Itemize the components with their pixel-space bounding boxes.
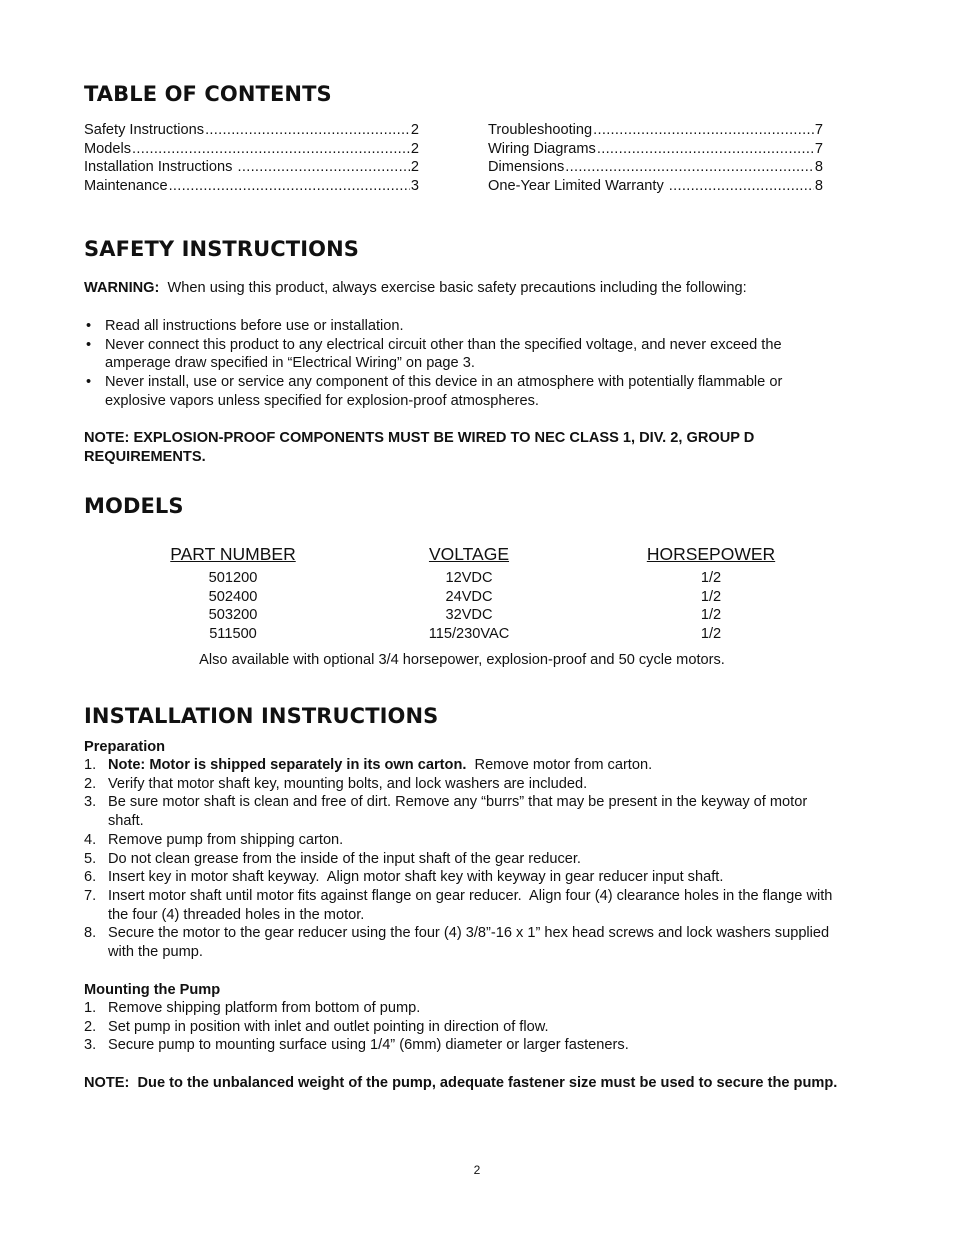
table-cell: 1/2 bbox=[700, 607, 722, 624]
table-cell: 502400 bbox=[208, 588, 258, 605]
toc-entry-page: 2 bbox=[410, 140, 419, 157]
toc-entry-page: 8 bbox=[814, 178, 823, 195]
toc-entry-label: Troubleshooting bbox=[488, 122, 593, 138]
page-number: 2 bbox=[473, 1163, 481, 1177]
list-item: • Never install, use or service any component of this device in an atmosphere with potentially flammable or explosive vapors unless specified for explosion-proof atmospheres. bbox=[86, 374, 783, 409]
toc-entry-label: Wiring Diagrams bbox=[488, 140, 596, 157]
list-item: 3. Secure pump to mounting surface using 1/4” (6mm) diameter or larger fasteners. bbox=[84, 1037, 629, 1054]
toc-left-column bbox=[84, 121, 419, 196]
safety-note: NOTE: EXPLOSION-PROOF COMPONENTS MUST BE WIRED TO NEC CLASS 1, DIV. 2, GROUP D REQUIREMENTS. bbox=[84, 430, 755, 465]
toc-entry-page: 8 bbox=[814, 159, 823, 176]
toc-entry[interactable] bbox=[84, 177, 419, 196]
warning-text: When using this product, always exercise basic safety precautions including the following: bbox=[159, 280, 747, 296]
bullet-icon: • bbox=[86, 374, 92, 391]
list-item: • Never connect this product to any electrical circuit other than the specified voltage, and never exceed the amperage draw specified in “Electrical Wiring” on page 3. bbox=[86, 336, 782, 372]
toc-entry-page: 2 bbox=[410, 159, 419, 176]
preparation-heading: Preparation bbox=[84, 739, 166, 755]
table-cell: 32VDC bbox=[445, 607, 493, 624]
toc-leader-dots bbox=[593, 121, 814, 140]
list-item: 7. Insert motor shaft until motor fits against flange on gear reducer. Align four (4) clearance holes in the flange with the four (4) threaded holes in the motor. bbox=[84, 887, 837, 923]
toc-entry-page: 2 bbox=[410, 122, 419, 138]
toc-entry[interactable] bbox=[488, 121, 823, 140]
toc-entry[interactable] bbox=[488, 158, 823, 177]
bullet-icon: • bbox=[86, 336, 92, 353]
safety-warning bbox=[84, 279, 844, 298]
toc-leader-dots bbox=[205, 121, 410, 140]
toc-entry-label: Safety Instructions bbox=[84, 122, 205, 138]
toc-entry-label: Installation Instructions bbox=[84, 159, 237, 176]
bullet-icon: • bbox=[86, 318, 92, 334]
toc-entry-page: 7 bbox=[814, 122, 823, 138]
horsepower-column bbox=[632, 543, 790, 644]
table-cell: 503200 bbox=[208, 607, 258, 624]
preparation-steps bbox=[84, 756, 844, 962]
table-cell: 24VDC bbox=[445, 588, 493, 605]
toc-entry-label: Dimensions bbox=[488, 159, 565, 176]
list-item: 2. Set pump in position with inlet and outlet pointing in direction of flow. bbox=[84, 1018, 549, 1035]
column-header: PART NUMBER bbox=[170, 544, 296, 564]
toc-title: TABLE OF CONTENTS bbox=[84, 82, 332, 106]
toc-right-column bbox=[488, 121, 823, 196]
list-item: 6. Insert key in motor shaft keyway. Align motor shaft key with keyway in gear reducer input shaft. bbox=[84, 869, 724, 886]
mounting-heading: Mounting the Pump bbox=[84, 982, 221, 998]
toc-entry[interactable] bbox=[84, 121, 419, 140]
table-cell: 1/2 bbox=[700, 588, 722, 605]
toc-entry-label: Models bbox=[84, 140, 132, 157]
table-cell: 12VDC bbox=[445, 570, 493, 586]
safety-bullet-list bbox=[84, 317, 844, 411]
toc-entry[interactable] bbox=[488, 140, 823, 159]
toc-leader-dots bbox=[169, 177, 410, 196]
toc-entry-label: One-Year Limited Warranty bbox=[488, 178, 668, 195]
table-cell: 115/230VAC bbox=[428, 626, 510, 643]
toc-entry-page: 3 bbox=[410, 178, 419, 195]
toc-leader-dots bbox=[565, 158, 814, 177]
toc-entry[interactable] bbox=[488, 177, 823, 196]
list-item: 2. Verify that motor shaft key, mounting bolts, and lock washers are included. bbox=[84, 775, 588, 792]
voltage-column bbox=[404, 543, 534, 644]
table-cell: 1/2 bbox=[700, 626, 722, 643]
mounting-steps bbox=[84, 999, 844, 1055]
part-number-column bbox=[140, 543, 326, 644]
list-item: 8. Secure the motor to the gear reducer using the four (4) 3/8”-16 x 1” hex head screws and lock washers supplied with the pump. bbox=[84, 925, 830, 961]
list-item: 3. Be sure motor shaft is clean and free of dirt. Remove any “burrs” that may be present in the keyway of motor shaft. bbox=[84, 794, 808, 830]
models-title: MODELS bbox=[84, 494, 184, 518]
list-item: 1. Note: Motor is shipped separately in its own carton. Remove motor from carton. bbox=[84, 757, 653, 773]
models-footnote: Also available with optional 3/4 horsepower, explosion-proof and 50 cycle motors. bbox=[199, 652, 725, 668]
table-cell: 501200 bbox=[208, 570, 258, 586]
toc-entry[interactable] bbox=[84, 158, 419, 177]
list-item: 5. Do not clean grease from the inside of the input shaft of the gear reducer. bbox=[84, 850, 581, 867]
toc-entry-page: 7 bbox=[814, 140, 823, 157]
list-item: 1. Remove shipping platform from bottom of pump. bbox=[84, 1000, 421, 1016]
table-cell: 511500 bbox=[209, 626, 257, 643]
toc-leader-dots bbox=[597, 140, 814, 159]
toc-leader-dots bbox=[132, 140, 410, 159]
toc-entry[interactable] bbox=[84, 140, 419, 159]
column-header: VOLTAGE bbox=[428, 544, 510, 564]
installation-note: NOTE: Due to the unbalanced weight of the pump, adequate fastener size must be used to secure the pump. bbox=[84, 1075, 838, 1091]
toc-leader-dots bbox=[669, 177, 814, 196]
warning-label: WARNING: bbox=[84, 280, 160, 296]
column-header: HORSEPOWER bbox=[646, 544, 776, 564]
table-cell: 1/2 bbox=[700, 570, 722, 586]
toc-leader-dots bbox=[238, 158, 410, 177]
list-item: 4. Remove pump from shipping carton. bbox=[84, 831, 344, 848]
safety-title: SAFETY INSTRUCTIONS bbox=[84, 237, 359, 261]
list-item: • Read all instructions before use or installation. bbox=[86, 318, 404, 334]
toc-entry-label: Maintenance bbox=[84, 178, 168, 195]
installation-title: INSTALLATION INSTRUCTIONS bbox=[84, 704, 439, 728]
